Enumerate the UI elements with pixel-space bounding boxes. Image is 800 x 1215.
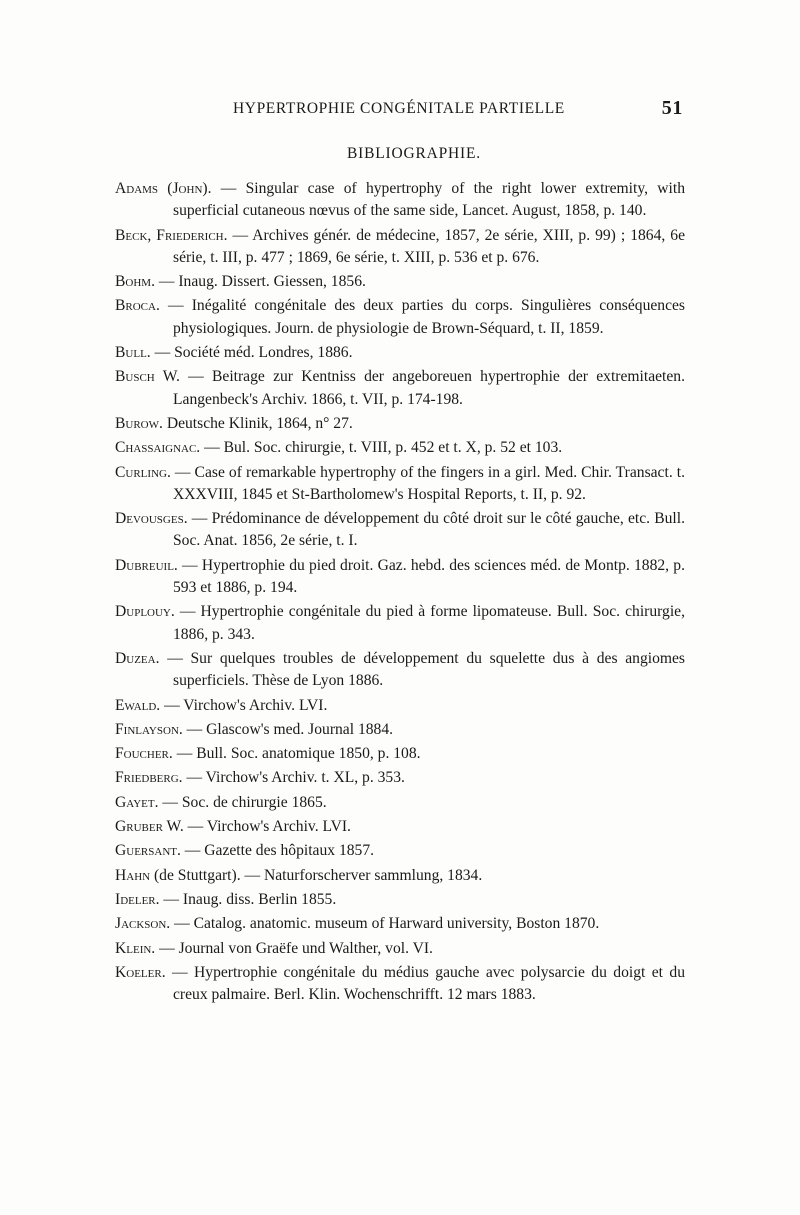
entry-text: — Virchow's Archiv. LVI.: [160, 696, 328, 714]
bibliography-entry: [115, 271, 685, 293]
entry-text: — Beitrage zur Kentniss der angeboreuen hypertrophie der extremitaeten. Langenbeck's Archiv. 1866, t. VII, p. 174-198.: [173, 368, 685, 408]
bibliography-entry: [115, 555, 685, 600]
entry-text: — Glascow's med. Journal 1884.: [182, 720, 394, 738]
entry-author: Adams (John).: [115, 180, 212, 197]
entry-author: Ewald.: [115, 696, 161, 714]
entry-author: Busch W.: [115, 368, 180, 386]
entry-author: Chassaignac.: [115, 439, 201, 457]
bibliography-entry: [115, 695, 685, 717]
page-number: 51: [661, 97, 683, 119]
bibliography-entry: [115, 962, 685, 1007]
entry-author: Duzea.: [115, 649, 160, 667]
bibliography-entry: [115, 865, 685, 887]
entry-text: (de Stuttgart). — Naturforscherver sammlung, 1834.: [150, 866, 483, 884]
bibliography-entry: [115, 508, 685, 553]
entry-author: Klein.: [115, 939, 156, 957]
bibliography-entry: [115, 767, 685, 789]
bibliography-entry: [115, 178, 685, 223]
entry-text: — Archives génér. de médecine, 1857, 2e série, XIII, p. 99) ; 1864, 6e série, t. III, p. 477 ; 1869, 6e série, t. XIII, p. 536 et p. 676.: [173, 226, 685, 266]
running-head: [233, 97, 683, 122]
bibliography-entry: [115, 743, 685, 765]
bibliography-entry: [115, 413, 685, 435]
entry-author: Finlayson.: [115, 720, 183, 738]
entry-author: Ideler.: [115, 890, 160, 908]
entry-text: — Soc. de chirurgie 1865.: [158, 793, 327, 811]
entry-author: Hahn: [115, 866, 151, 884]
entry-author: Jackson.: [115, 915, 171, 933]
entry-author: Gayet.: [115, 793, 159, 811]
entry-author: Broca.: [115, 297, 160, 315]
entry-text: — Inaug. Dissert. Giessen, 1856.: [154, 273, 366, 291]
bibliography-entry: [115, 437, 685, 459]
entry-author: Devousges.: [115, 510, 188, 528]
entry-author: Duplouy.: [115, 603, 175, 621]
entry-text: — Prédominance de développement du côté droit sur le côté gauche, etc. Bull. Soc. Anat. 1856, 2e série, t. I.: [173, 510, 685, 550]
entry-text: — Case of remarkable hypertrophy of the fingers in a girl. Med. Chir. Transact. t. XXXVIII, 1845 et St-Bartholomew's Hospital Reports, t. II, p. 92.: [170, 463, 685, 503]
entry-text: — Sur quelques troubles de développement du squelette dus à des angiomes superficiels. Thèse de Lyon 1886.: [159, 649, 685, 690]
bibliography-entry: [115, 840, 685, 862]
entry-text: — Société méd. Londres, 1886.: [150, 344, 353, 362]
running-title: HYPERTROPHIE CONGÉNITALE PARTIELLE: [233, 100, 565, 117]
entry-text: — Hypertrophie congénitale du médius gauche avec polysarcie du doigt et du creux palmaire. Berl. Klin. Wochenschrifft. 12 mars 1883.: [165, 963, 685, 1004]
entry-author: Gruber W.: [115, 818, 184, 836]
bibliography-entry: [115, 816, 685, 838]
entry-text: — Inaug. diss. Berlin 1855.: [159, 890, 337, 908]
bibliography-entry: [115, 719, 685, 741]
entry-text: — Bull. Soc. anatomique 1850, p. 108.: [172, 745, 421, 763]
entry-author: Bull.: [115, 344, 151, 362]
bibliography-entry: [115, 225, 685, 270]
bibliography-entry: [115, 601, 685, 646]
entry-text: — Inégalité congénitale des deux parties du corps. Singulières conséquences physiologiques. Journ. de physiologie de Brown-Séquard, t. II, 1859.: [159, 297, 685, 337]
entry-text: — Virchow's Archiv. t. XL, p. 353.: [182, 769, 405, 787]
bibliography-entry: [115, 342, 685, 364]
entry-author: Dubreuil.: [115, 556, 178, 574]
entry-text: — Hypertrophie du pied droit. Gaz. hebd. des sciences méd. de Montp. 1882, p. 593 et 1886, p. 194.: [173, 556, 685, 597]
bibliography-entry: [115, 295, 685, 340]
bibliography-entry: [115, 462, 685, 507]
entry-author: Curling.: [115, 463, 171, 481]
bibliography-entry: [115, 938, 685, 960]
entry-text: Deutsche Klinik, 1864, n° 27.: [162, 414, 353, 432]
entry-text: — Journal von Graëfe und Walther, vol. VI.: [155, 939, 433, 957]
entry-author: Foucher.: [115, 745, 173, 763]
bibliography-entry: [115, 648, 685, 693]
entry-text: — Hypertrophie congénitale du pied à forme lipomateuse. Bull. Soc. chirurgie, 1886, p. 343.: [173, 603, 685, 643]
entry-text: — Gazette des hôpitaux 1857.: [180, 842, 375, 860]
entry-author: Beck, Friederich.: [115, 226, 228, 244]
bibliography-entry: [115, 366, 685, 411]
entry-author: Friedberg.: [115, 769, 183, 787]
bibliography-entry: [115, 792, 685, 814]
bibliography-entry: [115, 889, 685, 911]
entry-text: — Catalog. anatomic. museum of Harward university, Boston 1870.: [170, 915, 600, 933]
entry-text: — Bul. Soc. chirurgie, t. VIII, p. 452 et t. X, p. 52 et 103.: [200, 439, 563, 457]
entry-author: Bohm.: [115, 273, 155, 291]
entry-author: Burow.: [115, 414, 163, 432]
entry-text: — Virchow's Archiv. LVI.: [183, 818, 351, 836]
entry-author: Koeler.: [115, 963, 166, 981]
bibliography-list: [115, 178, 685, 1008]
entry-text: — Singular case of hypertrophy of the right lower extremity, with superficial cutaneous nœvus of the same side, Lancet. August, 1858, p. 140.: [173, 180, 685, 220]
section-title: BIBLIOGRAPHIE.: [347, 145, 481, 162]
bibliography-entry: [115, 913, 685, 935]
entry-author: Guersant.: [115, 842, 181, 860]
